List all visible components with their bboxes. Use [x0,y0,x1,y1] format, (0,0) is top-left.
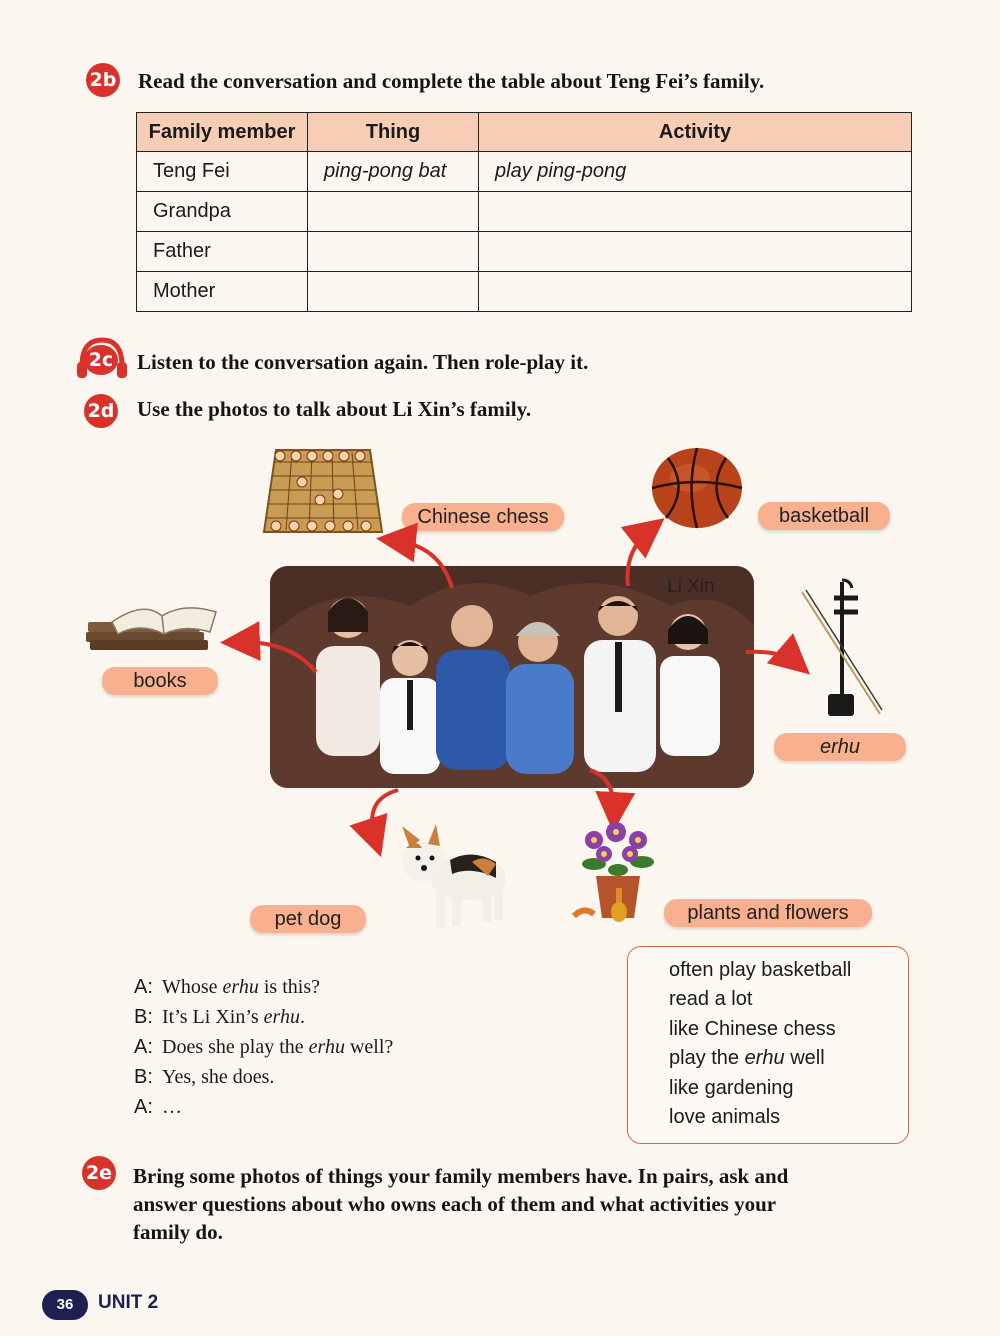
instruction-2d: Use the photos to talk about Li Xin’s family. [137,397,532,421]
line-text: Does she play the [162,1036,309,1058]
arrow-to-books [236,642,316,672]
line-text: Whose [162,976,223,998]
label-basketball: basketball [758,502,890,530]
activity-item: often play basketball [669,959,852,981]
instruction-line: Bring some photos of things your family members have. In pairs, ask and [133,1164,789,1188]
li-xin-label: Li Xin [667,576,715,597]
dialogue-line [134,1032,393,1062]
section-badge-2d: 2d [84,394,118,428]
activity-box [627,946,909,1144]
arrow-to-erhu [746,652,798,664]
label-pet-dog: pet dog [250,905,366,933]
line-text: well? [344,1036,394,1058]
table-cell: Teng Fei [137,152,308,192]
instruction-2b: Read the conversation and complete the table about Teng Fei’s family. [138,69,765,93]
speaker: B: [134,1066,153,1088]
dialogue-line [134,1002,393,1032]
arrow-to-basketball [628,528,653,586]
section-badge-2c: 2c [84,345,118,375]
page-number: 36 [42,1290,88,1320]
dialogue-line [134,1092,393,1122]
table-header: Activity [479,113,912,152]
table-cell: ping-pong bat [308,152,479,192]
activity-item: like gardening [669,1077,794,1099]
speaker: A: [134,976,153,998]
table-cell: Grandpa [137,192,308,232]
arrow-to-plants [590,770,614,816]
speaker: A: [134,1036,153,1058]
instruction-line: answer questions about who owns each of them and what activities your [133,1192,777,1216]
activity-item: like Chinese chess [669,1018,836,1040]
dialogue-line [134,1062,393,1092]
label-erhu: erhu [774,733,906,761]
line-text: . [299,1006,305,1028]
line-emphasis: erhu [263,1006,300,1028]
table-cell: Father [137,232,308,272]
activity-item: read a lot [669,988,753,1010]
instruction-line: family do. [133,1220,223,1244]
label-chinese-chess: Chinese chess [402,503,564,531]
speaker: A: [134,1096,153,1118]
activity-item: play the erhu well [669,1047,825,1069]
instruction-2c: Listen to the conversation again. Then role-play it. [137,350,589,374]
label-books: books [102,667,218,695]
label-plants-and-flowers: plants and flowers [664,899,872,927]
line-text: Yes, she does. [162,1066,275,1088]
section-badge-2b: 2b [86,63,120,97]
dialogue [134,972,393,1122]
arrow-to-chess [392,540,452,588]
line-text: is this? [258,976,320,998]
activity-item: love animals [669,1106,781,1128]
line-text: … [162,1096,182,1118]
table-header: Family member [137,113,308,152]
dog-icon [392,818,514,934]
line-text: It’s Li Xin’s [162,1006,264,1028]
dialogue-line [134,972,393,1002]
table-cell: Mother [137,272,308,312]
section-badge-2e: 2e [82,1156,116,1190]
table-header: Thing [308,113,479,152]
speaker: B: [134,1006,153,1028]
line-emphasis: erhu [308,1036,345,1058]
table-cell: play ping-pong [479,152,912,192]
line-emphasis: erhu [222,976,259,998]
plants-and-flowers-icon [572,818,664,924]
unit-label: UNIT 2 [98,1292,159,1313]
instruction-2e [133,1162,788,1246]
